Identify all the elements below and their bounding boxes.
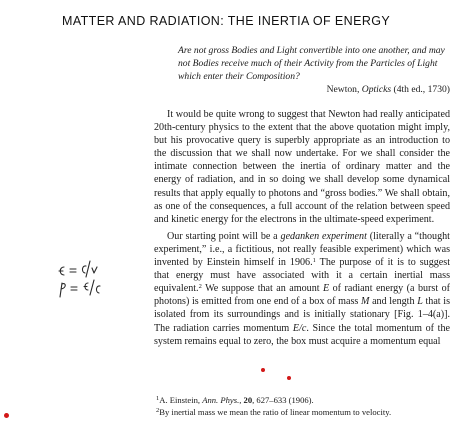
paragraph-2-text: that is isolated from its surroundings and is initially stationary [Fig. 1–4(a)]. The radiation carries momentum <box>154 296 450 334</box>
footnote-mark: 2 <box>156 406 160 414</box>
epigraph-source <box>178 84 450 95</box>
variable-E: E <box>323 283 330 295</box>
body-text <box>154 108 450 348</box>
variable-M: M <box>360 296 370 308</box>
footnote-text: A. Einstein, <box>159 395 203 405</box>
footnotes <box>154 395 450 418</box>
red-pen-mark <box>287 376 291 380</box>
paragraph-2-text: The purpose of it is to suggest that energy must have associated with it a certain inertial mass equivalent. <box>154 257 451 295</box>
footnote-text: , 627–633 (1906). <box>252 395 314 405</box>
red-pen-mark <box>261 368 265 372</box>
paragraph-2-text: and length <box>369 296 418 308</box>
footnote-text: By inertial mass we mean the ratio of linear momentum to velocity. <box>159 406 392 417</box>
footnote-ref-2[interactable]: 2 <box>198 283 202 291</box>
gedanken-term: gedanken experiment <box>280 230 367 242</box>
footnote-1 <box>154 395 450 407</box>
paragraph-2 <box>154 230 450 348</box>
variable-E-over-c: E/c <box>292 322 307 334</box>
footnote-volume: 20 <box>243 395 253 405</box>
epigraph-edition: (4th ed., 1730) <box>393 84 450 95</box>
paragraph-2-text: (literally a “thought experiment,” i.e., a fictitious, not really feasible experiment) which was invented by Einstein himself in 1906. <box>154 230 450 269</box>
handwritten-annotation <box>50 255 140 305</box>
paragraph-2-text: Our starting point will be a <box>167 230 281 242</box>
paragraph-2-text: of radiant energy (a burst of photons) is emitted from one end of a box of mass <box>154 283 451 308</box>
chapter-title: MATTER AND RADIATION: THE INERTIA OF ENERGY <box>62 14 391 28</box>
footnote-2 <box>154 407 450 419</box>
epigraph-work: Opticks <box>361 84 392 95</box>
footnote-text: , <box>239 395 244 405</box>
epigraph-author: Newton, <box>326 84 360 95</box>
paragraph-2-text: We suppose that an amount <box>201 283 323 295</box>
variable-L: L <box>417 296 423 308</box>
red-pen-mark <box>4 413 9 418</box>
paragraph-2-text: . Since the total momentum of the system remains equal to zero, the box must acquire a momentum equal <box>154 322 450 347</box>
paragraph-1: It would be quite wrong to suggest that Newton had really anticipated 20th-century physics to the extent that the above quotation might imply, but his provocative query is superbly appropriate as an introduction to the discussion that we shall now undertake. For we shall consider the intimate connection between the inertia of ordinary matter and the energy of radiation, and in so doing we shall develop some dynamical results that apply equally to photons and “gross bodies.” We shall obtain, as one of the consequences, a full account of the relation between speed and kinetic energy for the electrons in the ultimate-speed experiment. <box>154 109 450 225</box>
epigraph-quote: Are not gross Bodies and Light convertible into one another, and may not Bodies receive much of their Activity from the Particles of Light which enter their Composition? <box>178 45 445 82</box>
footnote-mark: 1 <box>156 395 160 402</box>
footnote-ref-1[interactable]: 1 <box>312 257 316 265</box>
footnote-journal: Ann. Phys. <box>202 395 240 405</box>
